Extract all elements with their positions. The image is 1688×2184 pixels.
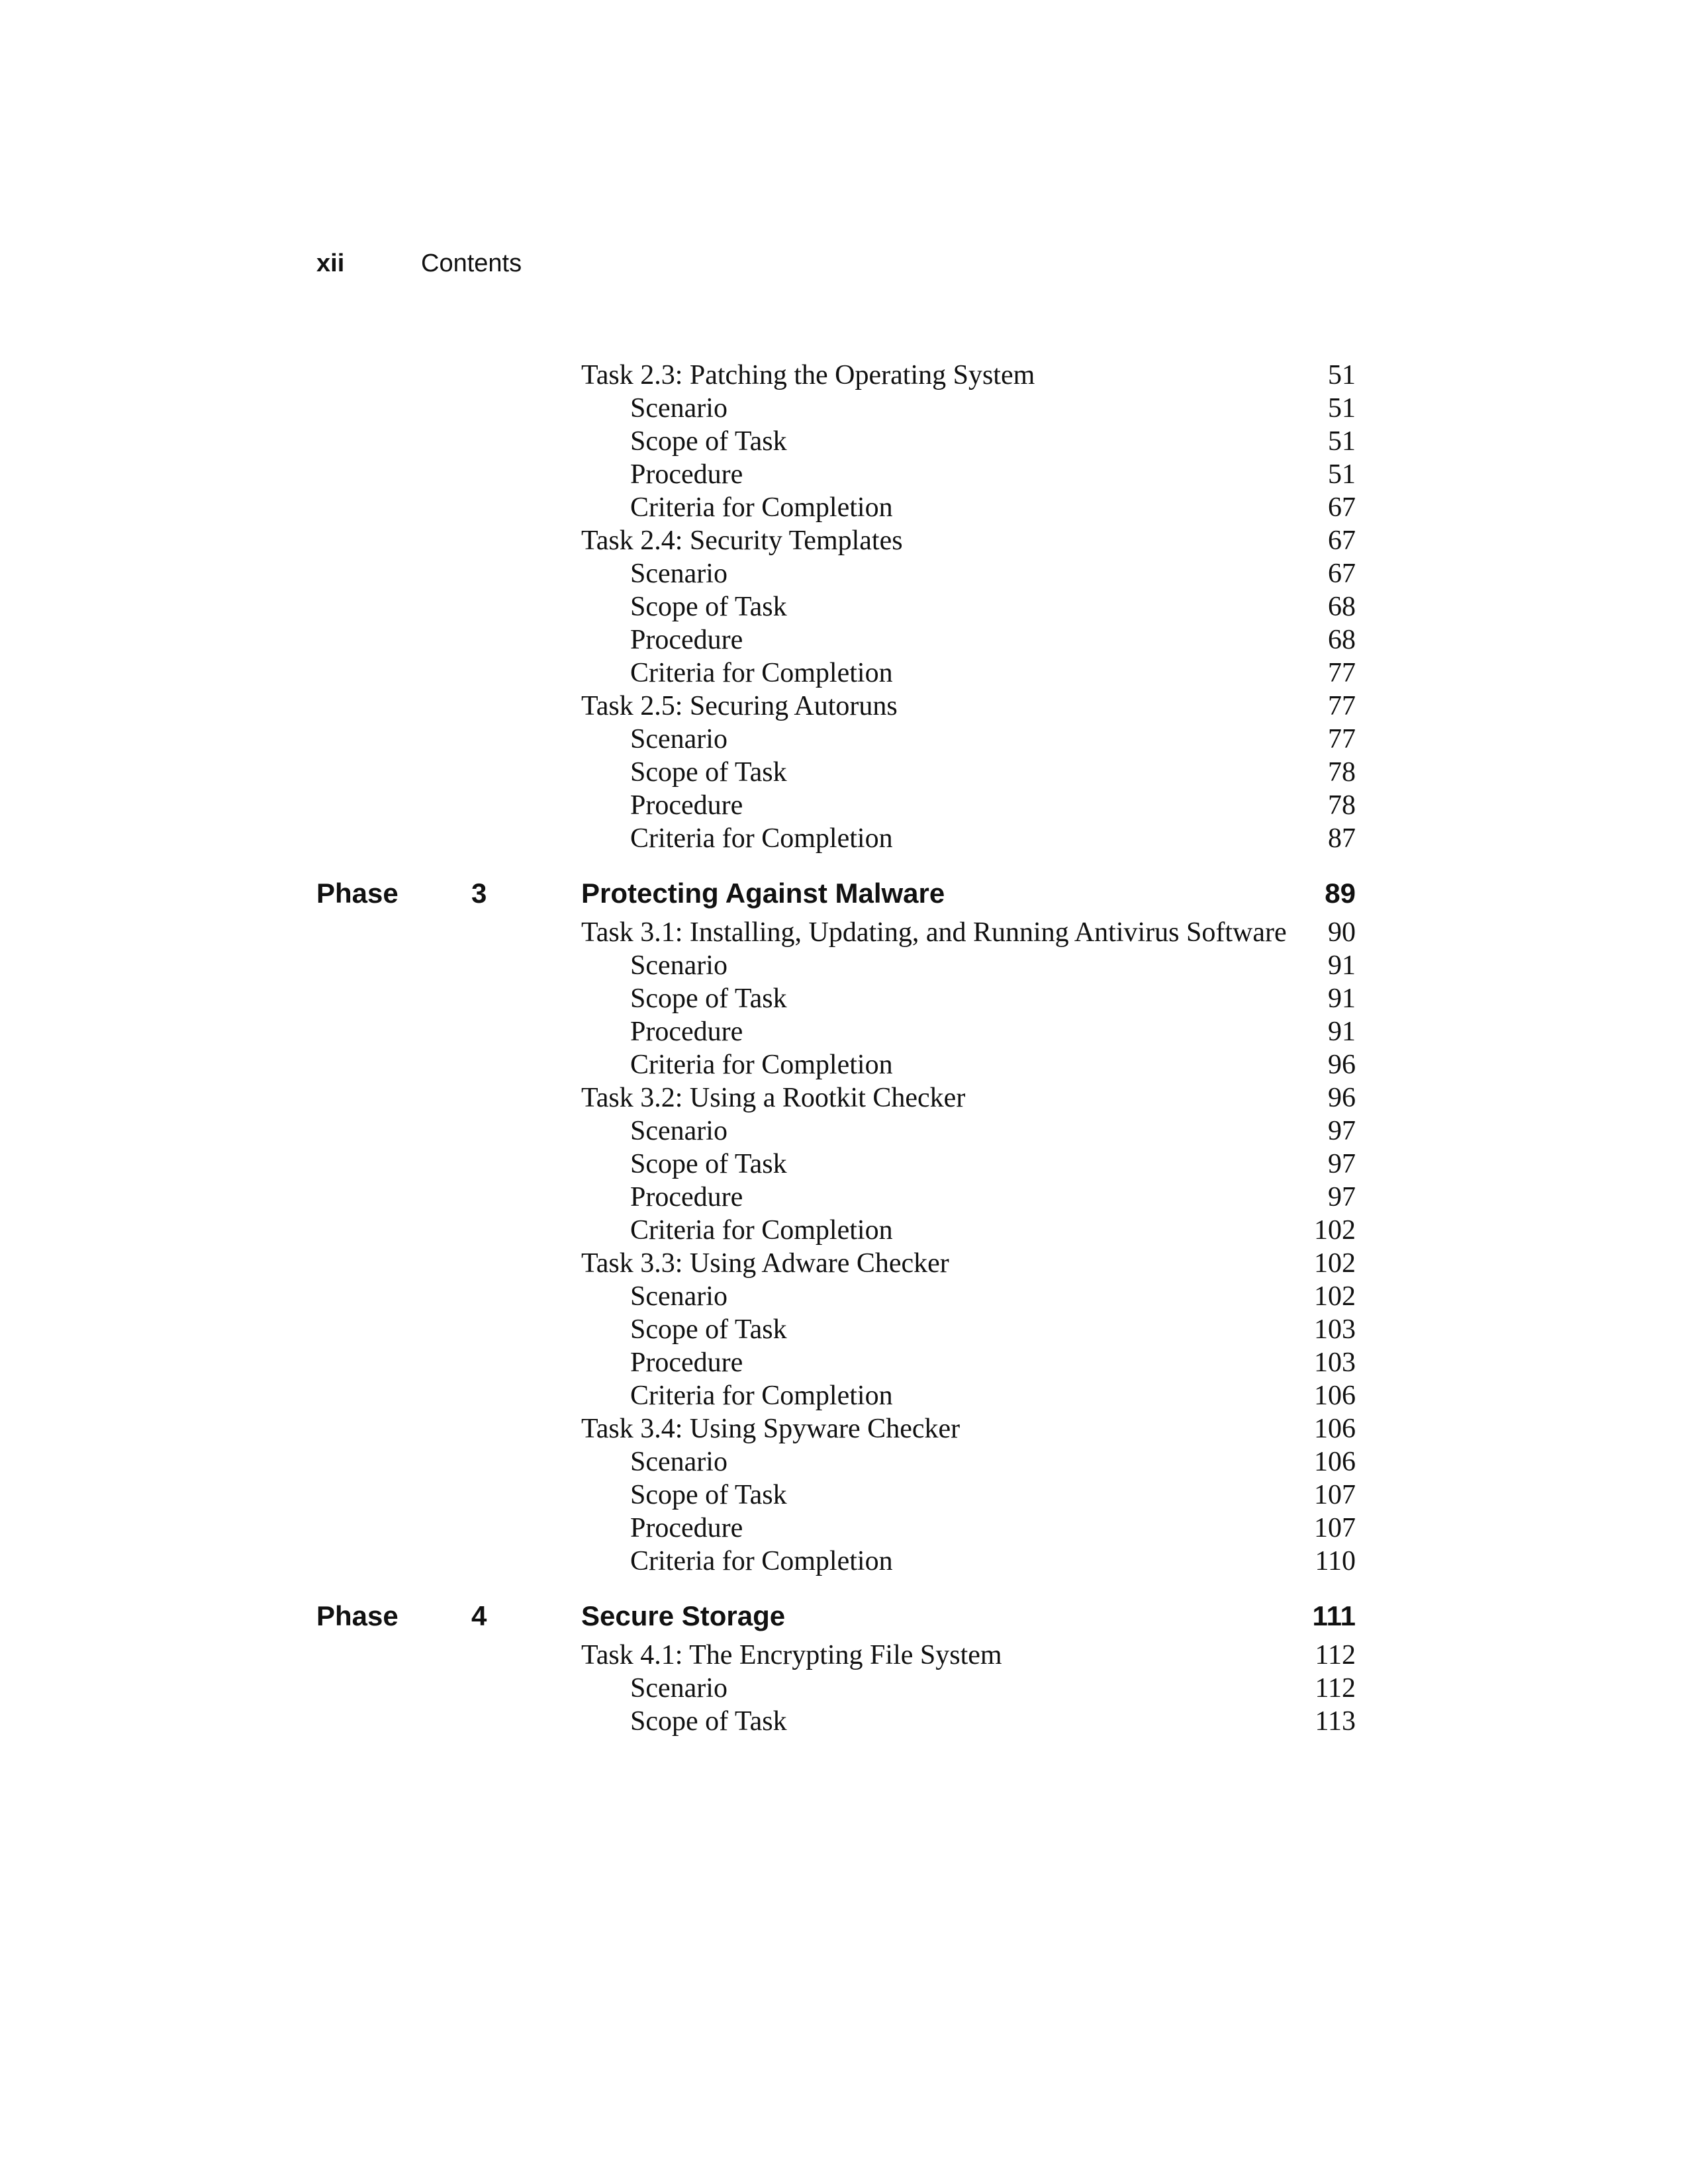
toc-entry-page: 77	[1328, 691, 1356, 721]
toc-entry-title: Scenario	[630, 1447, 727, 1477]
phase-heading	[0, 871, 1688, 916]
toc-entry-page: 106	[1314, 1447, 1356, 1477]
toc-entry-title: Scenario	[630, 1673, 727, 1704]
toc-subentry	[0, 1015, 1688, 1048]
toc-task-entry	[0, 1247, 1688, 1280]
toc-subentry	[0, 1313, 1688, 1346]
table-of-contents	[0, 359, 1688, 1738]
toc-entry-page: 107	[1314, 1513, 1356, 1543]
toc-entry-title: Task 3.1: Installing, Updating, and Running Antivirus Software	[581, 917, 1287, 948]
toc-entry-title: Criteria for Completion	[630, 492, 893, 523]
toc-entry-page: 106	[1314, 1414, 1356, 1444]
toc-subentry	[0, 491, 1688, 524]
toc-entry-title: Scenario	[630, 393, 727, 424]
toc-subentry	[0, 1445, 1688, 1479]
toc-entry-title: Scope of Task	[630, 757, 787, 788]
toc-entry-title: Criteria for Completion	[630, 823, 893, 854]
toc-subentry	[0, 657, 1688, 690]
toc-subentry	[0, 789, 1688, 822]
toc-entry-page: 51	[1328, 393, 1356, 424]
toc-entry-title: Scope of Task	[630, 1480, 787, 1510]
toc-entry-page: 96	[1328, 1050, 1356, 1080]
toc-subentry	[0, 1115, 1688, 1148]
toc-entry-title: Task 2.5: Securing Autoruns	[581, 691, 898, 721]
toc-task-entry	[0, 524, 1688, 557]
toc-entry-page: 78	[1328, 790, 1356, 821]
toc-entry-page: 67	[1328, 492, 1356, 523]
toc-subentry	[0, 1512, 1688, 1545]
page-folio: xii	[316, 250, 345, 277]
toc-entry-page: 51	[1328, 360, 1356, 390]
toc-task-entry	[0, 916, 1688, 949]
toc-entry-title: Scenario	[630, 1281, 727, 1312]
toc-task-entry	[0, 1081, 1688, 1115]
phase-label: Phase	[316, 878, 399, 909]
toc-subentry	[0, 590, 1688, 623]
toc-entry-page: 97	[1328, 1116, 1356, 1146]
toc-subentry	[0, 822, 1688, 855]
toc-subentry	[0, 1181, 1688, 1214]
toc-entry-title: Criteria for Completion	[630, 1381, 893, 1411]
toc-entry-page: 91	[1328, 983, 1356, 1014]
toc-entry-page: 67	[1328, 525, 1356, 556]
toc-entry-title: Criteria for Completion	[630, 658, 893, 688]
toc-task-entry	[0, 1412, 1688, 1445]
toc-subentry	[0, 425, 1688, 458]
toc-entry-page: 90	[1328, 917, 1356, 948]
toc-entry-title: Task 4.1: The Encrypting File System	[581, 1640, 1002, 1670]
toc-entry-page: 77	[1328, 724, 1356, 754]
phase-label: Phase	[316, 1600, 399, 1631]
toc-entry-title: Criteria for Completion	[630, 1050, 893, 1080]
toc-entry-title: Task 3.2: Using a Rootkit Checker	[581, 1083, 966, 1113]
toc-entry-page: 103	[1314, 1347, 1356, 1378]
toc-entry-title: Procedure	[630, 459, 743, 490]
toc-task-entry	[0, 1639, 1688, 1672]
phase-title: Secure Storage	[581, 1600, 786, 1631]
toc-entry-title: Procedure	[630, 790, 743, 821]
toc-entry-page: 67	[1328, 559, 1356, 589]
toc-entry-page: 77	[1328, 658, 1356, 688]
toc-entry-title: Task 3.4: Using Spyware Checker	[581, 1414, 961, 1444]
toc-entry-page: 110	[1315, 1546, 1356, 1576]
toc-entry-page: 103	[1314, 1314, 1356, 1345]
toc-entry-page: 68	[1328, 625, 1356, 655]
toc-subentry	[0, 756, 1688, 789]
toc-entry-title: Scenario	[630, 950, 727, 981]
toc-subentry	[0, 1048, 1688, 1081]
toc-entry-page: 87	[1328, 823, 1356, 854]
toc-entry-title: Scenario	[630, 1116, 727, 1146]
toc-entry-page: 107	[1314, 1480, 1356, 1510]
toc-entry-title: Scenario	[630, 559, 727, 589]
toc-entry-page: 112	[1315, 1640, 1356, 1670]
toc-entry-page: 51	[1328, 426, 1356, 457]
toc-entry-page: 102	[1314, 1248, 1356, 1279]
toc-subentry	[0, 723, 1688, 756]
toc-task-entry	[0, 359, 1688, 392]
toc-entry-title: Scope of Task	[630, 1149, 787, 1179]
toc-entry-page: 106	[1314, 1381, 1356, 1411]
toc-entry-title: Procedure	[630, 1017, 743, 1047]
toc-subentry	[0, 949, 1688, 982]
toc-subentry	[0, 1346, 1688, 1379]
toc-entry-title: Scope of Task	[630, 1706, 787, 1737]
toc-entry-page: 97	[1328, 1149, 1356, 1179]
toc-entry-title: Procedure	[630, 1513, 743, 1543]
phase-title: Protecting Against Malware	[581, 878, 945, 909]
toc-subentry	[0, 1280, 1688, 1313]
toc-task-entry	[0, 690, 1688, 723]
toc-subentry	[0, 557, 1688, 590]
toc-subentry	[0, 1379, 1688, 1412]
toc-entry-page: 68	[1328, 592, 1356, 622]
toc-entry-title: Scope of Task	[630, 426, 787, 457]
toc-entry-title: Scenario	[630, 724, 727, 754]
toc-subentry	[0, 1214, 1688, 1247]
toc-entry-title: Scope of Task	[630, 983, 787, 1014]
toc-entry-page: 102	[1314, 1281, 1356, 1312]
toc-entry-page: 97	[1328, 1182, 1356, 1212]
toc-entry-page: 78	[1328, 757, 1356, 788]
toc-subentry	[0, 1148, 1688, 1181]
toc-entry-page: 96	[1328, 1083, 1356, 1113]
toc-entry-page: 51	[1328, 459, 1356, 490]
toc-subentry	[0, 982, 1688, 1015]
phase-number: 4	[471, 1600, 487, 1631]
toc-entry-title: Procedure	[630, 1347, 743, 1378]
toc-subentry	[0, 1705, 1688, 1738]
section-title: Contents	[421, 250, 522, 277]
toc-subentry	[0, 1672, 1688, 1705]
toc-entry-page: 91	[1328, 950, 1356, 981]
toc-entry-page: 112	[1315, 1673, 1356, 1704]
toc-entry-title: Task 3.3: Using Adware Checker	[581, 1248, 949, 1279]
phase-page-number: 111	[1312, 1600, 1356, 1631]
toc-subentry	[0, 1545, 1688, 1578]
toc-entry-page: 113	[1315, 1706, 1356, 1737]
phase-number: 3	[471, 878, 487, 909]
toc-subentry	[0, 1479, 1688, 1512]
toc-entry-title: Task 2.3: Patching the Operating System	[581, 360, 1035, 390]
toc-entry-title: Procedure	[630, 625, 743, 655]
toc-entry-title: Procedure	[630, 1182, 743, 1212]
toc-entry-page: 91	[1328, 1017, 1356, 1047]
toc-subentry	[0, 458, 1688, 491]
toc-entry-title: Criteria for Completion	[630, 1546, 893, 1576]
toc-subentry	[0, 392, 1688, 425]
toc-entry-title: Scope of Task	[630, 1314, 787, 1345]
phase-heading	[0, 1594, 1688, 1639]
phase-page-number: 89	[1325, 878, 1356, 909]
toc-entry-title: Task 2.4: Security Templates	[581, 525, 903, 556]
toc-entry-title: Scope of Task	[630, 592, 787, 622]
toc-entry-title: Criteria for Completion	[630, 1215, 893, 1246]
toc-subentry	[0, 623, 1688, 657]
toc-entry-page: 102	[1314, 1215, 1356, 1246]
